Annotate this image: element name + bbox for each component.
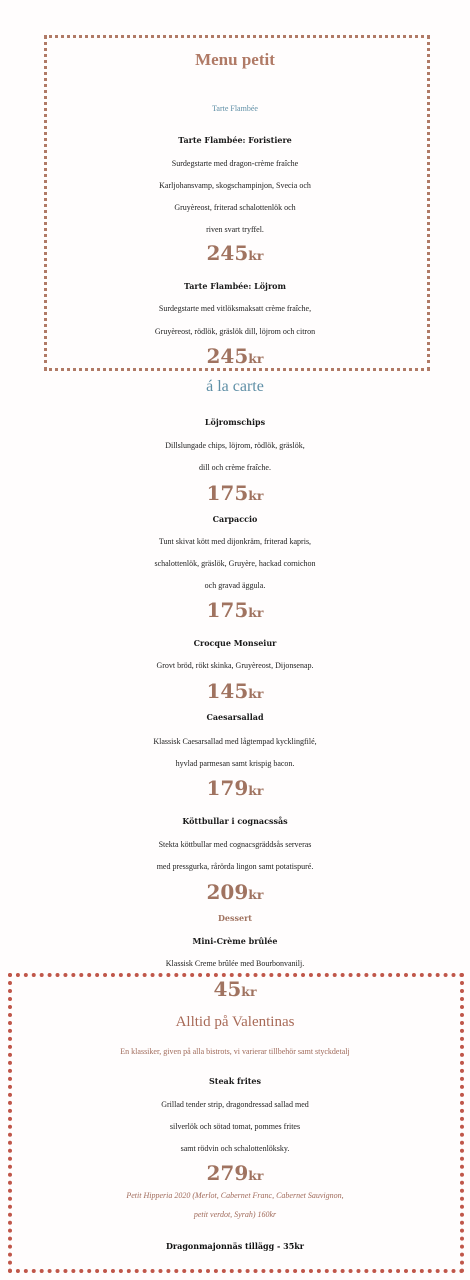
dish-price: [0, 598, 470, 626]
valentinas-tagline: En klassiker, given på alla bistrots, vi varierar tillbehör samt styckdetalj: [120, 1047, 350, 1056]
dish-name-steak-frites: Steak frites: [208, 1076, 262, 1086]
dish-desc-line: Surdegstarte med vitlöksmaksatt crème fraîche,: [158, 304, 312, 313]
price-currency: kr: [248, 783, 264, 798]
dish-name-kottbullar: Köttbullar i cognacssås: [182, 816, 288, 826]
price-currency: kr: [248, 887, 264, 902]
menu-petit-title: Menu petit: [195, 50, 275, 69]
dish-desc-line: Dillslungade chips, löjrom, rödlök, gräslök,: [165, 441, 305, 450]
dish-desc-line: dill och crème fraîche.: [199, 463, 271, 472]
dish-price: [0, 241, 470, 269]
dish-name-creme-brulee: Mini-Crème brûlée: [192, 936, 278, 946]
dish-desc-line: samt rödvin och schalottenlöksky.: [180, 1144, 290, 1153]
dish-price: [0, 977, 470, 1005]
dish-price: [0, 880, 470, 908]
price-currency: kr: [248, 488, 264, 503]
dish-desc-line: Surdegstarte med dragon-crème fraîche: [171, 159, 299, 168]
dish-desc-line: silverlök och sötad tomat, pommes frites: [169, 1122, 301, 1131]
dish-desc-line: Grovt bröd, rökt skinka, Gruyèreost, Dijonsenap.: [156, 661, 314, 670]
dish-desc-line: schalottenlök, gräslök, Gruyère, hackad cornichon: [154, 559, 316, 568]
price-value: 209: [206, 880, 249, 904]
price-value: 175: [206, 598, 249, 622]
footer-note: Dragonmajonnäs tillägg - 35kr: [165, 1241, 305, 1251]
valentinas-title: Alltid på Valentinas: [175, 1014, 295, 1030]
wine-line: petit verdot, Syrah) 160kr: [193, 1210, 277, 1219]
dish-desc-line: riven svart tryffel.: [206, 225, 264, 234]
dish-desc-line: Klassisk Caesarsallad med lågtempad kycklingfilé,: [153, 737, 317, 746]
dish-price: [0, 1161, 470, 1189]
dish-desc-line: Karljohansvamp, skogschampinjon, Svecia och: [159, 181, 311, 190]
wine-line: Petit Hipperia 2020 (Merlot, Cabernet Franc, Cabernet Sauvignon,: [126, 1191, 344, 1200]
dish-price: [0, 776, 470, 804]
price-currency: kr: [248, 605, 264, 620]
dish-name-caesarsallad: Caesarsallad: [206, 712, 264, 722]
dish-desc-line: Stekta köttbullar med cognacsgräddsås serveras: [158, 840, 312, 849]
dish-desc-line: Gruyèreost, rödlök, gräslök dill, löjrom och citron: [154, 327, 316, 336]
dish-desc-line: med pressgurka, rårörda lingon samt potatispuré.: [156, 862, 314, 871]
price-currency: kr: [248, 351, 264, 366]
price-value: 45: [213, 977, 242, 1001]
dessert-heading: Dessert: [217, 913, 253, 923]
a-la-carte-title: á la carte: [206, 378, 264, 395]
price-value: 245: [206, 241, 249, 265]
price-currency: kr: [241, 984, 257, 999]
dish-name-carpaccio: Carpaccio: [212, 514, 258, 524]
dish-name-crocque: Crocque Monseiur: [193, 638, 277, 648]
dish-desc-line: Tunt skivat kött med dijonkräm, friterad kapris,: [158, 537, 312, 546]
price-value: 175: [206, 481, 249, 505]
dish-desc-line: Klassisk Creme brûlée med Bourbonvanilj.: [165, 959, 305, 968]
dish-name-lojromschips: Löjromschips: [204, 417, 266, 427]
price-value: 245: [206, 344, 249, 368]
dish-price: [0, 481, 470, 509]
dish-desc-line: hyvlad parmesan samt krispig bacon.: [175, 759, 295, 768]
tarte-flambee-subtitle: Tarte Flambée: [212, 104, 258, 113]
dish-desc-line: Grillad tender strip, dragondressad sallad med: [161, 1100, 309, 1109]
price-value: 145: [206, 679, 249, 703]
price-currency: kr: [248, 248, 264, 263]
dish-desc-line: Gruyèreost, friterad schalottenlök och: [174, 203, 296, 212]
dish-name-lojrom-tarte: Tarte Flambée: Löjrom: [184, 281, 286, 291]
price-currency: kr: [248, 1168, 264, 1183]
price-currency: kr: [248, 686, 264, 701]
price-value: 179: [206, 776, 249, 800]
dish-desc-line: och gravad äggula.: [204, 581, 266, 590]
price-value: 279: [206, 1161, 249, 1185]
dish-name-foristiere: Tarte Flambée: Foristiere: [178, 135, 292, 145]
dish-price: [0, 679, 470, 707]
